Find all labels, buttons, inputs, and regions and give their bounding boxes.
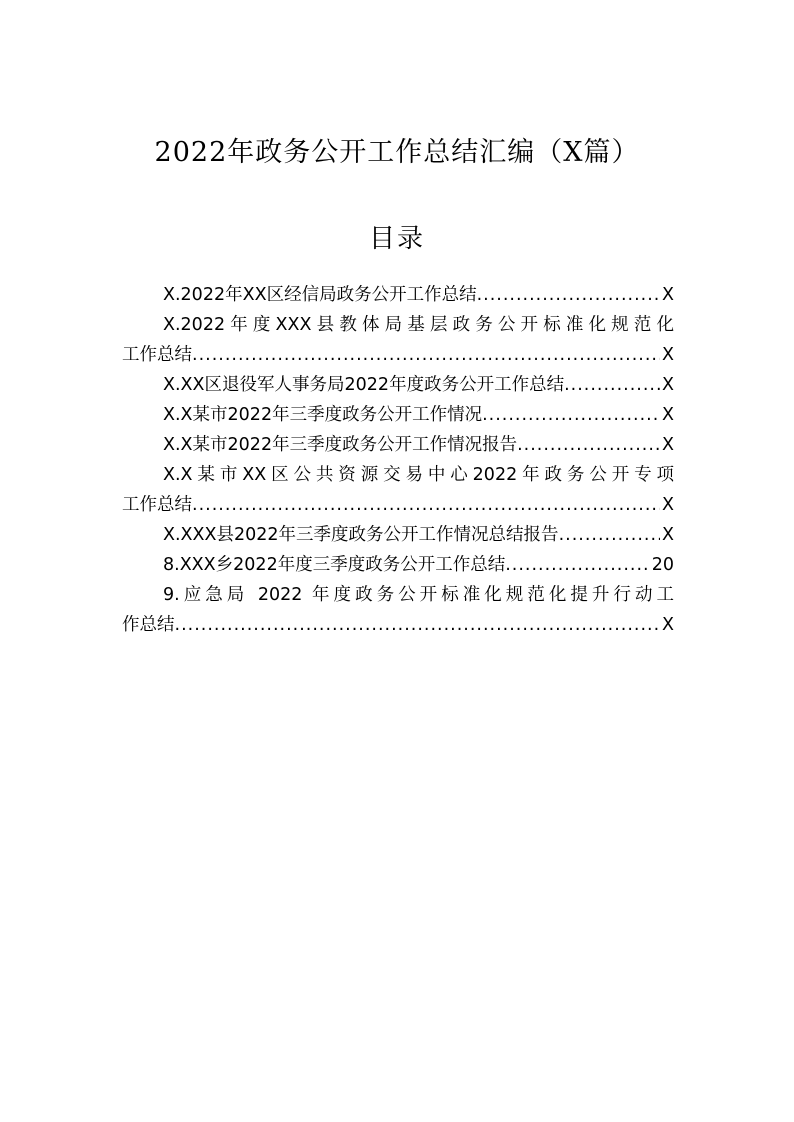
toc-line xyxy=(122,430,674,460)
toc-dot-leader xyxy=(192,490,660,520)
toc-entry[interactable] xyxy=(122,370,674,400)
toc-line xyxy=(122,610,674,640)
toc-page-number: X xyxy=(662,345,674,365)
toc-line xyxy=(122,310,674,340)
toc-line xyxy=(122,400,674,430)
toc-entry-title: X.XX区退役军人事务局2022年度政务公开工作总结 xyxy=(163,375,565,395)
toc-entry[interactable] xyxy=(122,520,674,550)
toc-line xyxy=(122,370,674,400)
toc-entry[interactable] xyxy=(122,460,674,520)
toc-heading: 目录 xyxy=(368,224,425,254)
toc-dot-leader xyxy=(482,400,660,430)
toc-entry-title: 8.XXX乡2022年度三季度政务公开工作总结 xyxy=(163,555,506,575)
toc-dot-leader xyxy=(175,610,661,640)
toc-line xyxy=(122,340,674,370)
toc-page-number: X xyxy=(662,375,674,395)
toc-dot-leader xyxy=(192,340,660,370)
toc-entry[interactable] xyxy=(122,580,674,640)
toc-entry[interactable] xyxy=(122,310,674,370)
toc-entry-title: X.2022年XX区经信局政务公开工作总结 xyxy=(163,285,477,305)
toc-line xyxy=(122,490,674,520)
toc-page-number: X xyxy=(662,495,674,515)
toc-page-number: X xyxy=(662,525,674,545)
toc-page-number: X xyxy=(662,405,674,425)
toc-entry-title-continuation: 工作总结 xyxy=(122,495,192,515)
toc-entry-title: X.X某市2022年三季度政务公开工作情况 xyxy=(163,405,483,425)
toc-line xyxy=(122,280,674,310)
toc-dot-leader xyxy=(517,430,660,460)
toc-page-number: X xyxy=(662,285,674,305)
toc-page-number: X xyxy=(662,435,674,455)
toc-entry[interactable] xyxy=(122,280,674,310)
toc-entry-title: X.X某市XX区公共资源交易中心2022年政务公开专项 xyxy=(163,465,674,485)
toc-dot-leader xyxy=(505,550,650,580)
toc-line xyxy=(122,520,674,550)
toc-entry-title: 9.应急局 2022 年度政务公开标准化规范化提升行动工 xyxy=(163,585,674,605)
toc-entry[interactable] xyxy=(122,550,674,580)
toc-line xyxy=(122,460,674,490)
toc-entry-title: X.X某市2022年三季度政务公开工作情况报告 xyxy=(163,435,518,455)
toc-entry-title-continuation: 工作总结 xyxy=(122,345,192,365)
toc-entry[interactable] xyxy=(122,400,674,430)
toc-line xyxy=(122,580,674,610)
toc-page-number: 20 xyxy=(651,555,674,575)
toc-dot-leader xyxy=(559,520,660,550)
toc-line xyxy=(122,550,674,580)
toc-dot-leader xyxy=(477,280,660,310)
toc-entry-title: X.2022年度XXX县教体局基层政务公开标准化规范化 xyxy=(163,315,674,335)
table-of-contents xyxy=(122,280,674,640)
toc-page-number: X xyxy=(662,615,674,635)
toc-entry-title: X.XXX县2022年三季度政务公开工作情况总结报告 xyxy=(163,525,559,545)
document-title: 2022年政务公开工作总结汇编（X篇） xyxy=(154,137,640,168)
toc-entry[interactable] xyxy=(122,430,674,460)
toc-dot-leader xyxy=(564,370,660,400)
toc-entry-title-continuation: 作总结 xyxy=(122,615,175,635)
